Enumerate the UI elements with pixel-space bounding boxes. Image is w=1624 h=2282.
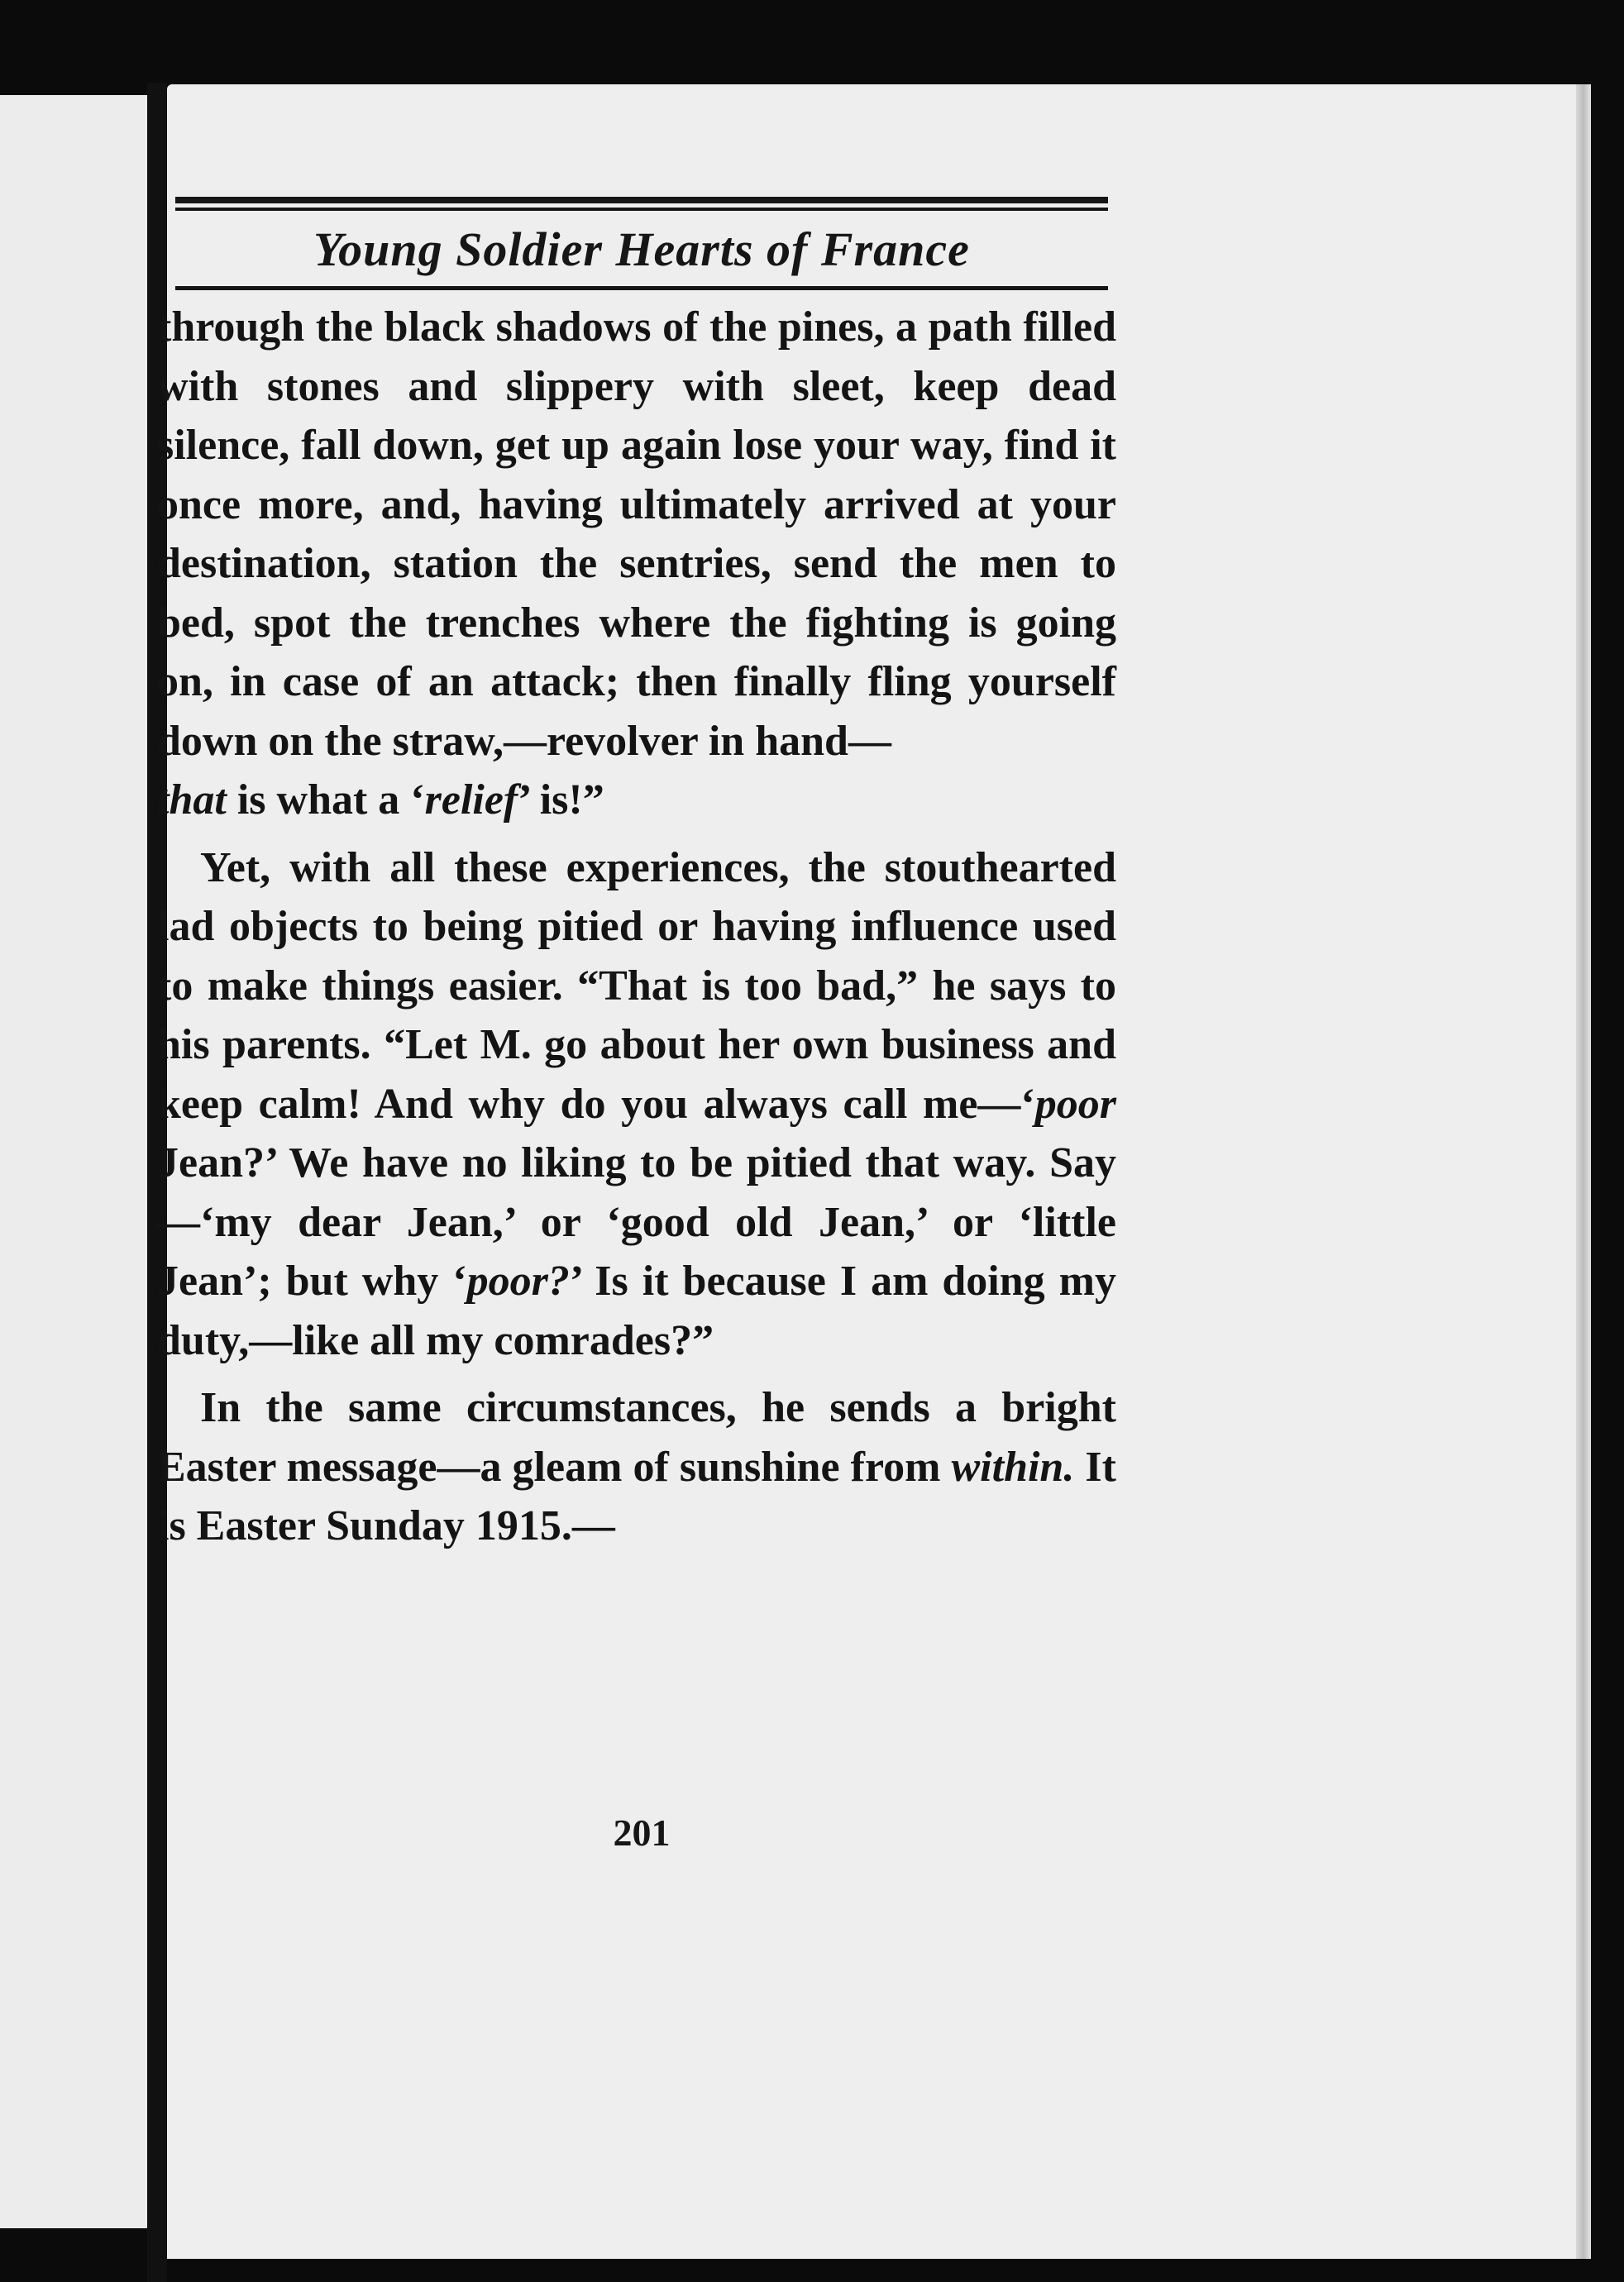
header-rule-bottom bbox=[175, 286, 1108, 290]
paragraph-1-text-b: is what a ‘ bbox=[226, 776, 425, 824]
header-rule-thick bbox=[175, 197, 1108, 203]
paragraph-2 bbox=[157, 838, 1116, 1371]
running-title: Young Soldier Hearts of France bbox=[313, 222, 970, 276]
italic-relief: relief bbox=[424, 776, 518, 824]
paragraph-3-text-b: It is Easter Sunday 1915.— bbox=[157, 1443, 1116, 1549]
left-page-edge bbox=[0, 95, 147, 2228]
italic-poor-1: poor bbox=[1034, 1080, 1116, 1128]
italic-within: within. bbox=[951, 1443, 1075, 1491]
paragraph-2-text-b: Jean?’ We have no liking to be pitied that way. Say—‘my dear Jean,’ or ‘good old Jean,’ or ‘little Jean’; but why ‘ bbox=[157, 1139, 1116, 1305]
paragraph-3 bbox=[157, 1378, 1116, 1556]
header-double-rule bbox=[175, 197, 1108, 211]
paragraph-1 bbox=[157, 298, 1116, 830]
italic-poor-2: poor? bbox=[466, 1258, 570, 1305]
page-number: 201 bbox=[613, 1812, 671, 1854]
paragraph-1-text: through the black shadows of the pines, a path filled with stones and slippery with sleet, keep dead silence, fall down, get up again lose your way, find it once more, and, having ultimately arrived at your destination, station the sentries, send the men to bed, spot the trenches where the fighting is going on, in case of an attack; then finally fling yourself down on the straw,—revolver in hand— bbox=[157, 303, 1116, 765]
paragraph-3-text: In the same circumstances, he sends a bright Easter message—a gleam of sunshine from bbox=[157, 1384, 1116, 1491]
page-edge-shadow bbox=[1576, 84, 1591, 2259]
header-rule-thin bbox=[175, 208, 1108, 211]
paragraph-2-text: Yet, with all these experiences, the stouthearted lad objects to being pitied or having influence used to make things easier. “That is too bad,” he says to his parents. “Let M. go about her own business and keep calm! And why do you always call me—‘ bbox=[157, 843, 1116, 1128]
paragraph-2-text-c: ’ Is it because I am doing my duty,—like all my comrades?” bbox=[157, 1258, 1116, 1364]
italic-that: that bbox=[157, 776, 227, 824]
paragraph-1-text-c: ’ is!” bbox=[518, 776, 604, 824]
body-text bbox=[157, 298, 1116, 1564]
